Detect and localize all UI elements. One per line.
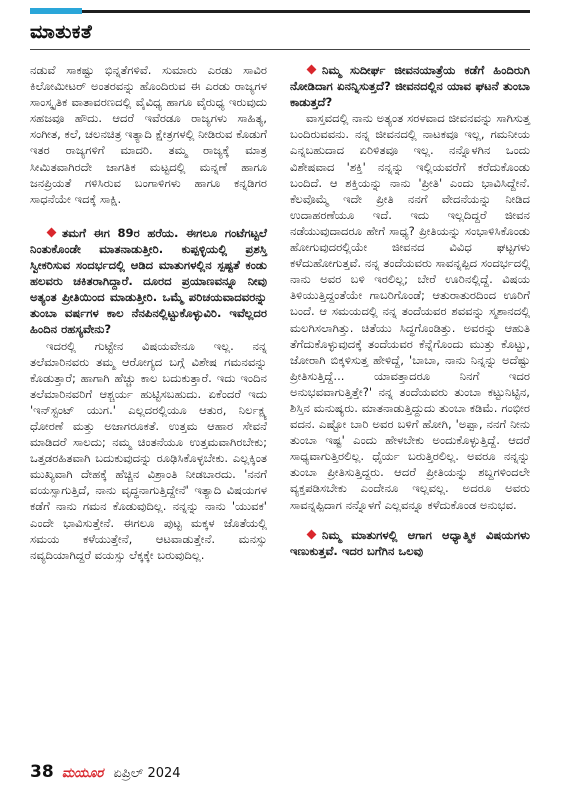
page-footer	[30, 762, 181, 782]
diamond-bullet-icon	[307, 529, 317, 539]
diamond-bullet-icon	[307, 65, 317, 75]
page-number: 38	[30, 762, 54, 782]
question-1-text: ತಮಗೆ ಈಗ 89ರ ಹರೆಯ. ಈಗಲೂ ಗಂಟೆಗಟ್ಟಲೆ ನಿಂತುಕೊಂಡೇ ಮಾತನಾಡುತ್ತೀರಿ. ಕುಪ್ಪಳ್ಳಿಯಲ್ಲಿ ಪ್ರಶಸ್ತಿ ಸ್ವೀಕರಿಸುವ ಸಂದರ್ಭದಲ್ಲಿ ಆಡಿದ ಮಾತುಗಳಲ್ಲಿನ ಸ್ಪಷ್ಟತೆ ಕಂಡು ಹಲವರು ಚಕಿತರಾಗಿದ್ದಾರೆ. ದೂರದ ಪ್ರಯಾಣವನ್ನೂ ನೀವು ಅತ್ಯಂತ ಪ್ರೀತಿಯಿಂದ ಮಾಡುತ್ತೀರಿ. ಒಮ್ಮೆ ಪರಿಚಯವಾದವರನ್ನು ತುಂಬಾ ವರ್ಷಗಳ ಕಾಲ ನೆನಪಿನಲ್ಲಿಟ್ಟುಕೊಳ್ಳುವಿರಿ. ಇವೆಲ್ಲದರ ಹಿಂದಿನ ರಹಸ್ಯವೇನು?	[30, 225, 267, 337]
question-1	[30, 225, 267, 338]
right-column	[290, 62, 530, 559]
magazine-name: ಮಯೂರ	[61, 766, 104, 781]
top-rule	[30, 10, 530, 13]
question-2-text: ನಿಮ್ಮ ಸುದೀರ್ಘ ಜೀವನಯಾತ್ರೆಯ ಕಡೆಗೆ ಹಿಂದಿರುಗಿ ನೋಡಿದಾಗ ಏನನ್ನಿಸುತ್ತದೆ? ಜೀವನದಲ್ಲಿನ ಯಾವ ಘಟನೆ ತುಂಬಾ ಕಾಡುತ್ತದೆ?	[290, 63, 530, 110]
answer-1: ಇದರಲ್ಲಿ ಗುಟ್ಟೇನ ವಿಷಯವೇನೂ ಇಲ್ಲ. ನನ್ನ ತಲೆಮಾರಿನವರು ತಮ್ಮ ಆರೋಗ್ಯದ ಬಗ್ಗೆ ವಿಶೇಷ ಗಮನವನ್ನು ಕೊಡುತ್ತಾರೆ; ಹಾಗಾಗಿ ಹೆಚ್ಚು ಕಾಲ ಬದುಕುತ್ತಾರೆ. ಇದು ಇಂದಿನ ತಲೆಮಾರಿನವರಿಗೆ ಆಶ್ಚರ್ಯ ಹುಟ್ಟಿಸಬಹುದು. ಏಕೆಂದರೆ ಇದು 'ಇನ್‌ಸ್ಟಂಟ್ ಯುಗ.' ಎಲ್ಲದರಲ್ಲಿಯೂ ಆತುರ, ನಿರ್ಲಕ್ಷ್ಯ ಧೋರಣೆ ಮತ್ತು ಅಜಾಗರೂಕತೆ. ಉತ್ತಮ ಆಹಾರ ಸೇವನೆ ಮಾಡಿದರೆ ಸಾಲದು; ನಮ್ಮ ಚಿಂತನೆಯೂ ಉತ್ತಮವಾಗಿರಬೇಕು; ಒತ್ತಡರಹಿತವಾಗಿ ಬದುಕುವುದನ್ನು ರೂಢಿಸಿಕೊಳ್ಳಬೇಕು. ಎಲ್ಲಕ್ಕಿಂತ ಮುಖ್ಯವಾಗಿ ದೇಹಕ್ಕೆ ಹೆಚ್ಚಿನ ವಿಶ್ರಾಂತಿ ನೀಡಬಾರದು. 'ನನಗೆ ವಯಸ್ಸಾಗುತ್ತಿದೆ, ನಾನು ವೃದ್ಧನಾಗುತ್ತಿದ್ದೇನೆ' ಇತ್ಯಾದಿ ವಿಷಯಗಳ ಕಡೆಗೆ ನಾನು ಗಮನ ಕೊಡುವುದಿಲ್ಲ. ನನ್ನನ್ನು ನಾನು 'ಯುವಕ' ಎಂದೇ ಭಾವಿಸುತ್ತೇನೆ. ಈಗಲೂ ಪುಟ್ಟ ಮಕ್ಕಳ ಜೊತೆಯಲ್ಲಿ ಸಮಯ ಕಳೆಯುತ್ತೇನೆ, ಆಟವಾಡುತ್ತೇನೆ. ಮನಸ್ಸು ನವ್ಯದಿಯಾಗಿದ್ದರೆ ವಯಸ್ಸು ಲೆಕ್ಕಕ್ಕೇ ಬರುವುದಿಲ್ಲ.	[30, 338, 267, 562]
question-3-text: ನಿಮ್ಮ ಮಾತುಗಳಲ್ಲಿ ಆಗಾಗ ಆಧ್ಯಾತ್ಮಿಕ ವಿಷಯಗಳು ಇಣುಕುತ್ತವೆ. ಇದರ ಬಗೆಗಿನ ಒಲವು	[290, 527, 530, 558]
section-title: ಮಾತುಕತೆ	[30, 21, 93, 43]
intro-paragraph: ನಡುವೆ ಸಾಕಷ್ಟು ಭಿನ್ನತೆಗಳಿವೆ. ಸುಮಾರು ಎರಡು ಸಾವಿರ ಕಿಲೋಮೀಟರ್ ಅಂತರವನ್ನು ಹೊಂದಿರುವ ಈ ಎರಡು ರಾಜ್ಯಗಳ ಸಾಂಸ್ಕೃತಿಕ ವಾತಾವರಣದಲ್ಲಿ ವೈವಿಧ್ಯ ಹಾಗೂ ವೈರುಧ್ಯ ಇರುವುದು ಸಹಜವೂ ಹೌದು. ಆದರೆ ಇವೆರಡೂ ರಾಜ್ಯಗಳು ಸಾಹಿತ್ಯ, ಸಂಗೀತ, ಕಲೆ, ಚಲನಚಿತ್ರ ಇತ್ಯಾದಿ ಕ್ಷೇತ್ರಗಳಲ್ಲಿ ನೀಡಿರುವ ಕೊಡುಗೆ ಇತರ ರಾಜ್ಯಗಳಿಗೆ ಮಾದರಿ. ತಮ್ಮ ರಾಜ್ಯಕ್ಕೆ ಮಾತ್ರ ಸೀಮಿತವಾಗಿರದೇ ಜಾಗತಿಕ ಮಟ್ಟದಲ್ಲಿ ಮನ್ನಣೆ ಹಾಗೂ ಜನಪ್ರಿಯತೆ ಗಳಿಸಿರುವ ಬಂಗಾಳಿಗಳು ಹಾಗೂ ಕನ್ನಡಿಗರ ಸಾಧನೆಯೇ ಇದಕ್ಕೆ ಸಾಕ್ಷಿ.	[30, 63, 267, 206]
title-underline	[30, 49, 530, 50]
diamond-bullet-icon	[47, 227, 57, 237]
question-3	[290, 527, 530, 559]
top-accent	[30, 8, 82, 14]
top-bar	[0, 0, 562, 8]
issue-date: ಏಪ್ರಿಲ್ 2024	[113, 766, 181, 781]
question-2	[290, 62, 530, 110]
answer-2: ವಾಸ್ತವದಲ್ಲಿ ನಾನು ಅತ್ಯಂತ ಸರಳವಾದ ಜೀವನವನ್ನು ಸಾಗಿಸುತ್ತ ಬಂದಿರುವವನು. ನನ್ನ ಜೀವನದಲ್ಲಿ ನಾಟಕವೂ ಇಲ್ಲ, ಗಮನೀಯ ಎನ್ನಬಹುದಾದ ಏರಿಳಿತವೂ ಇಲ್ಲ. ನನ್ನೊಳಗಿನ ಒಂದು ವಿಶೇಷವಾದ 'ಶಕ್ತಿ' ನನ್ನನ್ನು ಇಲ್ಲಿಯವರೆಗೆ ಕರೆದುಕೊಂಡು ಬಂದಿದೆ. ಆ ಶಕ್ತಿಯನ್ನು ನಾನು 'ಪ್ರೀತಿ' ಎಂದು ಭಾವಿಸಿದ್ದೇನೆ. ಕೆಲವೊಮ್ಮೆ ಇದೇ ಪ್ರೀತಿ ನನಗೆ ವೇದನೆಯನ್ನು ನೀಡಿದ ಉದಾಹರಣೆಯೂ ಇದೆ. ಇದು ಇಲ್ಲದಿದ್ದರೆ ಜೀವನ ನಡೆಯುವುದಾದರೂ ಹೇಗೆ ಸಾಧ್ಯ? ಪ್ರೀತಿಯನ್ನು ಸಂಭಾಳಿಸಿಕೊಂಡು ಹೋಗುವುದರಲ್ಲಿಯೇ ಜೀವನದ ವಿವಿಧ ಘಟ್ಟಗಳು ಕಳೆದುಹೋಗುತ್ತವೆ. ನನ್ನ ತಂದೆಯವರು ಸಾವನ್ನಪ್ಪಿದ ಸಂದರ್ಭದಲ್ಲಿ ನಾನು ಅವರ ಬಳಿ ಇರಲಿಲ್ಲ; ಬೇರೆ ಊರಿನಲ್ಲಿದ್ದೆ. ವಿಷಯ ತಿಳಿಯುತ್ತಿದ್ದಂತೆಯೇ ಗಾಬರಿಗೊಂಡೆ; ಆತುರಾತುರದಿಂದ ಊರಿಗೆ ಬಂದೆ. ಆ ಸಮಯದಲ್ಲಿ ನನ್ನ ತಂದೆಯವರ ಶವವನ್ನು ಸ್ಮಶಾನದಲ್ಲಿ ಮಲಗಿಸಲಾಗಿತ್ತು. ಚಿತೆಯು ಸಿದ್ಧಗೊಂಡಿತ್ತು. ಅವರನ್ನು ಆಹುತಿ ತೆಗೆದುಕೊಳ್ಳುವುದಕ್ಕೆ ತಂದೆಯವರ ಕೆನ್ನೆಗೊಂದು ಮುತ್ತು ಕೊಟ್ಟು, ಜೋರಾಗಿ ಬಿಕ್ಕಳಿಸುತ್ತ ಹೇಳಿದ್ದೆ, 'ಬಾಬಾ, ನಾನು ನಿನ್ನನ್ನು ಅದೆಷ್ಟು ಪ್ರೀತಿಸುತ್ತಿದ್ದೆ... ಯಾವತ್ತಾದರೂ ನಿನಗೆ ಇದರ ಅನುಭವವಾಗುತ್ತಿತ್ತೇ?' ನನ್ನ ತಂದೆಯವರು ತುಂಬಾ ಕಟ್ಟುನಿಟ್ಟಿನ, ಶಿಸ್ತಿನ ಮನುಷ್ಯರು. ಮಾತನಾಡುತ್ತಿದ್ದುದು ತುಂಬಾ ಕಡಿಮೆ. ಗಂಭೀರ ವದನ. ಎಷ್ಟೋ ಬಾರಿ ಅವರ ಬಳಿಗೆ ಹೋಗಿ, 'ಅಪ್ಪಾ, ನನಗೆ ನೀನು ತುಂಬಾ ಇಷ್ಟ' ಎಂದು ಹೇಳಬೇಕು ಅಂದುಕೊಳ್ಳುತ್ತಿದ್ದೆ. ಆದರೆ ಸಾಧ್ಯವಾಗುತ್ತಿರಲಿಲ್ಲ. ಧೈರ್ಯ ಬರುತ್ತಿರಲಿಲ್ಲ. ಅವರೂ ನನ್ನನ್ನು ತುಂಬಾ ಪ್ರೀತಿಸುತ್ತಿದ್ದರು. ಆದರೆ ಪ್ರೀತಿಯನ್ನು ಶಬ್ದಗಳಿಂದಲೇ ವ್ಯಕ್ತಪಡಿಸಬೇಕು ಎಂದೇನೂ ಇಲ್ಲವಲ್ಲ. ಅದರೂ ಅವರು ಸಾವನ್ನಪ್ಪಿದಾಗ ನನ್ನೊಳಗೆ ಎಲ್ಲವನ್ನೂ ಕಳೆದುಕೊಂಡ ಅನುಭವ.	[290, 111, 530, 512]
left-column	[30, 62, 267, 563]
